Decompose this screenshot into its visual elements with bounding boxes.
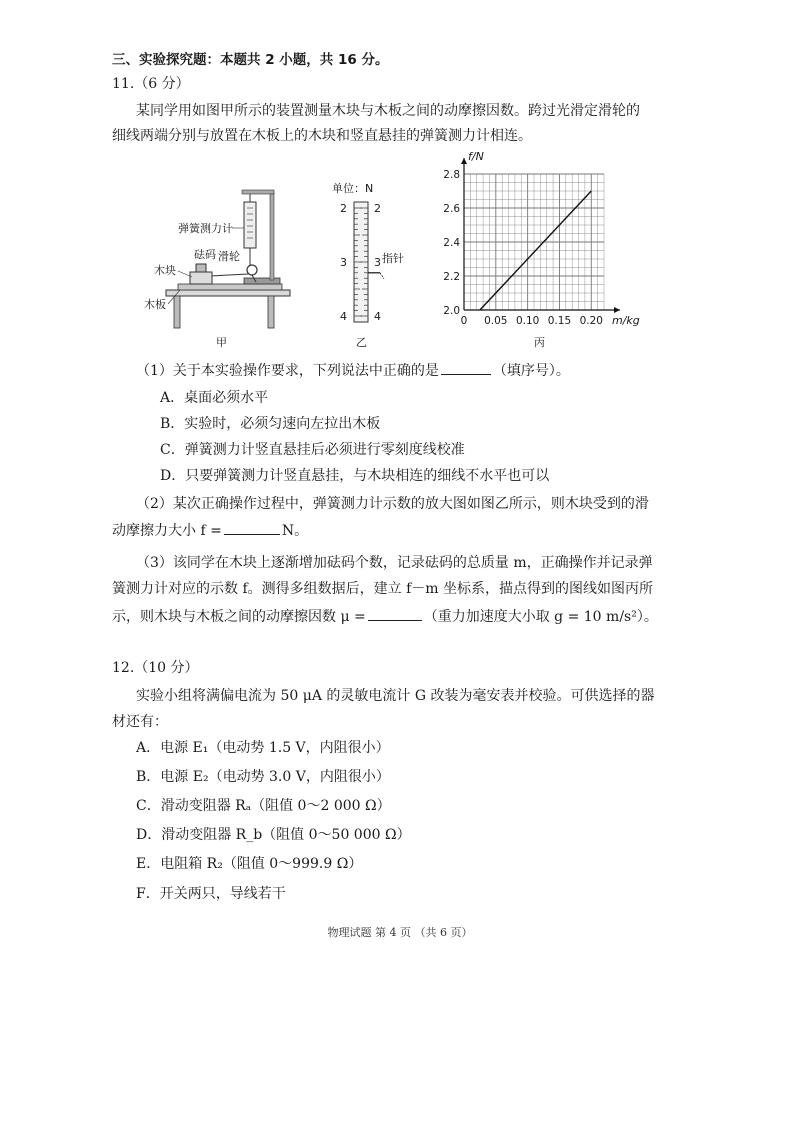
q11-p1-stem	[136, 360, 570, 381]
figure-jia	[138, 178, 298, 348]
yi-right-tick-label: 3	[374, 256, 381, 269]
q11-p1-stem-after: （填序号）。	[492, 363, 570, 379]
x-axis-arrow	[614, 307, 620, 313]
x-tick-label: 0.20	[579, 315, 603, 327]
x-tick-label: 0.15	[547, 315, 572, 327]
y-tick-label: 2.6	[443, 203, 460, 215]
caption-jia: 甲	[216, 336, 227, 348]
label-board: 木板	[144, 298, 166, 311]
y-tick-label: 2.4	[443, 237, 460, 249]
spring-scale-body	[244, 202, 256, 248]
chart-ticks	[443, 169, 603, 327]
yi-unit: 单位：N	[332, 182, 374, 195]
q12-intro-line1: 实验小组将满偏电流为 50 μA 的灵敏电流计 G 改装为毫安表并校验。可供选择的器	[136, 688, 655, 704]
chart-grid	[464, 174, 604, 310]
q11-p1-option-b: B．实验时，必须匀速向左拉出木板	[160, 416, 381, 432]
board	[178, 284, 282, 290]
pulley-wheel	[247, 265, 257, 275]
page-footer: 物理试题 第 4 页 （共 6 页）	[327, 926, 473, 939]
yi-pointer-label: 指针	[382, 252, 404, 265]
y-tick-label: 2.8	[443, 169, 460, 181]
q12-option-c: C．滑动变阻器 Rₐ（阻值 0～2 000 Ω）	[136, 798, 391, 814]
q11-p1-option-c: C．弹簧测力计竖直悬挂后必须进行零刻度线校准	[160, 442, 465, 458]
q11-p1-blank[interactable]	[441, 360, 491, 375]
figure-yi	[318, 178, 418, 348]
label-block: 木块	[154, 264, 176, 277]
q11-p2-line2	[112, 520, 308, 541]
q11-p2-after: N。	[281, 523, 309, 539]
q11-p3-line2: 簧测力计对应的示数 f。测得多组数据后，建立 f－m 坐标系，描点得到的图线如图丙所	[112, 581, 653, 597]
q11-p3-before: 示，则木块与木板之间的动摩擦因数 μ =	[112, 609, 366, 625]
q11-p3-line1: （3）该同学在木块上逐渐增加砝码个数，记录砝码的总质量 m，正确操作并记录弹	[136, 555, 653, 571]
yi-left-tick-label: 3	[340, 256, 347, 269]
table-top	[166, 290, 290, 296]
stand-base	[244, 278, 280, 284]
q12-option-f: F．开关两只，导线若干	[136, 886, 286, 902]
caption-yi: 乙	[356, 336, 367, 348]
y-axis-arrow	[461, 158, 467, 164]
q12-option-e: E．电阻箱 R₂（阻值 0～999.9 Ω）	[136, 856, 363, 872]
y-tick-label: 2.0	[443, 305, 460, 317]
q11-p2-before: 动摩擦力大小 f =	[112, 523, 222, 539]
table-leg-right	[268, 296, 274, 328]
x-tick-label: 0.05	[484, 315, 508, 327]
stand-arm	[242, 190, 274, 194]
q12-option-d: D．滑动变阻器 R_b（阻值 0～50 000 Ω）	[136, 827, 411, 843]
wood-block	[190, 272, 212, 284]
yi-scale	[340, 202, 384, 323]
q12-intro-line2: 材还有：	[112, 714, 168, 730]
weight	[196, 264, 206, 272]
yi-pointer-leader	[380, 273, 384, 279]
yi-right-tick-label: 2	[374, 202, 381, 215]
q11-number: 11.（6 分）	[112, 76, 190, 92]
stand-rod	[270, 192, 274, 280]
q11-p2-blank[interactable]	[224, 520, 280, 535]
table-leg-left	[174, 296, 180, 328]
label-spring-scale: 弹簧测力计	[178, 222, 233, 235]
q11-p3-after: （重力加速度大小取 g = 10 m/s²）。	[423, 609, 658, 625]
chart-xlabel: m/kg	[612, 314, 640, 327]
y-tick-label: 2.2	[443, 271, 460, 283]
q11-p1-stem-before: （1）关于本实验操作要求，下列说法中正确的是	[136, 363, 439, 379]
label-pulley: 滑轮	[218, 250, 240, 263]
q12-number: 12.（10 分）	[112, 660, 199, 676]
caption-bing: 丙	[534, 336, 545, 348]
q11-p2-line1: （2）某次正确操作过程中，弹簧测力计示数的放大图如图乙所示，则木块受到的滑	[136, 496, 649, 512]
section-title: 三、实验探究题：本题共 2 小题，共 16 分。	[112, 52, 389, 68]
yi-left-tick-label: 4	[340, 310, 347, 323]
x-tick-label: 0	[460, 315, 468, 327]
figure-bing-chart	[434, 148, 654, 348]
chart-ylabel: f/N	[468, 150, 484, 163]
q11-p3-line3	[112, 606, 658, 627]
string-horizontal	[210, 274, 248, 276]
label-weight: 砝码	[194, 248, 216, 261]
yi-left-tick-label: 2	[340, 202, 347, 215]
q11-intro-line2: 细线两端分别与放置在木板上的木块和竖直悬挂的弹簧测力计相连。	[112, 128, 532, 144]
yi-right-tick-label: 4	[374, 310, 381, 323]
q11-intro-line1: 某同学用如图甲所示的装置测量木块与木板之间的动摩擦因数。跨过光滑定滑轮的	[136, 103, 640, 119]
q12-option-b: B．电源 E₂（电动势 3.0 V，内阻很小）	[136, 769, 390, 785]
q12-option-a: A．电源 E₁（电动势 1.5 V，内阻很小）	[136, 740, 390, 756]
q11-p1-option-d: D．只要弹簧测力计竖直悬挂，与木块相连的细线不水平也可以	[160, 468, 550, 484]
q11-p3-blank[interactable]	[368, 606, 422, 621]
q11-p1-option-a: A．桌面必须水平	[160, 390, 269, 406]
x-tick-label: 0.10	[515, 315, 540, 327]
